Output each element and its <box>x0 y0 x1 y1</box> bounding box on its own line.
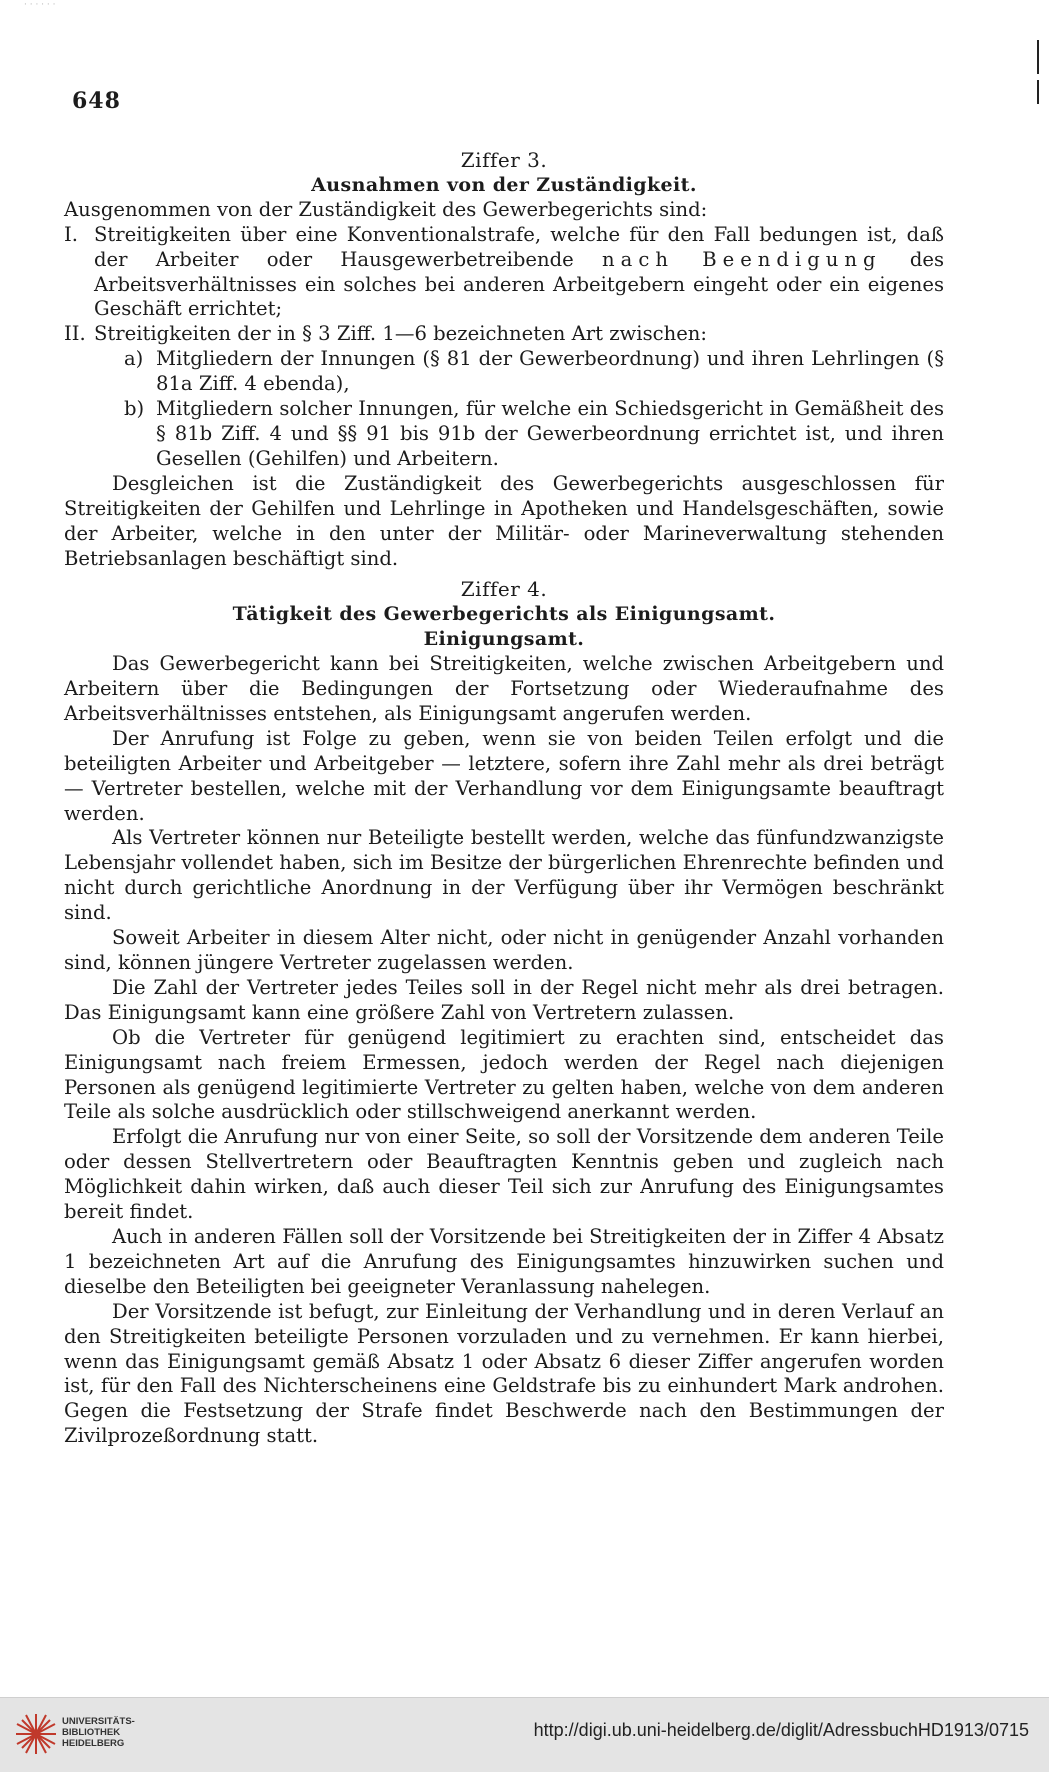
scan-edge-mark <box>1037 40 1039 74</box>
exception-subitem-b: b) Mitgliedern solcher Innungen, für welche ein Schiedsgericht in Gemäßheit des § 81b Ziff. 4 und §§ 91 bis 91b der Gewerbeordnung errichtet ist, und ihren Gesellen (Gehilfen) und Arbeitern. <box>124 397 944 470</box>
item-numeral: I. <box>64 222 78 246</box>
scan-edge-mark <box>1037 80 1039 104</box>
section-3-closing: Desgleichen ist die Zuständigkeit des Gewerbegerichts ausgeschlossen für Streitigkeiten der Gehilfen und Lehrlinge in Apotheken und Handelsgeschäften, sowie der Arbeiter, welche in den unter der Militär- oder Marineverwaltung stehenden Betriebsanlagen beschäftigt sind. <box>64 471 944 570</box>
page-number: 648 <box>72 88 121 114</box>
paragraph: Soweit Arbeiter in diesem Alter nicht, oder nicht in genügender Anzahl vorhanden sind, können jüngere Vertreter zugelassen werden. <box>64 926 944 974</box>
section-3-intro: Ausgenommen von der Zuständigkeit des Gewerbegerichts sind: <box>64 197 708 221</box>
library-name: UNIVERSITÄTS- BIBLIOTHEK HEIDELBERG <box>62 1716 135 1749</box>
exception-item-1: I. Streitigkeiten über eine Konventionalstrafe, welche für den Fall bedungen ist, daß der Arbeiter oder Hausgewerbetreibende nach Beendigung des Arbeitsverhältnisses ein solches bei anderen Arbeitgebern eingeht oder ein eigenes Geschäft errichtet; <box>64 222 945 321</box>
section-4-subheading: Einigungsamt. <box>423 628 585 651</box>
paragraph: Erfolgt die Anrufung nur von einer Seite, so soll der Vorsitzende dem anderen Teile oder dessen Stellvertretern oder Beauftragten Kenntnis geben und zugleich nach Möglichkeit dahin wirken, daß auch dieser Teil sich zur Anrufung des Einigungsamtes bereit findet. <box>64 1125 944 1224</box>
paragraph: Auch in anderen Fällen soll der Vorsitzende bei Streitigkeiten der in Ziffer 4 Absatz 1 bezeichneten Art auf die Anrufung des Einigungsamtes hinzuwirken suchen und dieselbe den Beteiligten bei geeigneter Veranlassung nahelegen. <box>64 1224 944 1298</box>
document-body <box>64 148 944 1449</box>
scan-edge-noise: · · · · · · <box>24 0 56 10</box>
section-3-number: Ziffer 3. <box>460 148 548 172</box>
paragraph: Als Vertreter können nur Beteiligte bestellt werden, welche das fünfundzwanzigste Lebensjahr vollendet haben, sich im Besitze der bürgerlichen Ehrenrechte befinden und nicht durch gerichtliche Anordnung in der Verfügung über ihr Vermögen beschränkt sind. <box>64 826 944 925</box>
university-library-logo-icon <box>14 1712 58 1756</box>
paragraph: Ob die Vertreter für genügend legitimiert zu erachten sind, entscheidet das Einigungsamt nach freiem Ermessen, jedoch werden der Regel nach diejenigen Personen als genügend legitimierte Vertreter zu gelten haben, welche von dem anderen Teile als solche ausdrücklich oder stillschweigend anerkannt werden. <box>64 1025 944 1124</box>
source-url-link[interactable]: http://digi.ub.uni-heidelberg.de/diglit/AdressbuchHD1913/0715 <box>533 1720 1029 1740</box>
section-4-number: Ziffer 4. <box>460 577 548 602</box>
paragraph: Der Anrufung ist Folge zu geben, wenn sie von beiden Teilen erfolgt und die beteiligten Arbeiter und Arbeitgeber — letztere, sofern ihre Zahl mehr als drei beträgt — Vertreter bestellen, welche mit der Verhandlung vor dem Einigungsamte beauftragt werden. <box>64 726 944 825</box>
footer-bar <box>0 1697 1049 1772</box>
paragraph: Der Vorsitzende ist befugt, zur Einleitung der Verhandlung und in deren Verlauf an den Streitigkeiten beteiligte Personen vorzuladen und zu vernehmen. Er kann hierbei, wenn das Einigungsamt gemäß Absatz 1 oder Absatz 6 dieser Ziffer angerufen worden ist, für den Fall des Nichterscheinens eine Geldstrafe bis zu einhundert Mark androhen. Gegen die Festsetzung der Strafe findet Beschwerde nach den Bestimmungen der Zivilprozeßordnung statt. <box>64 1299 944 1448</box>
section-3-heading: Ausnahmen von der Zuständigkeit. <box>311 173 697 196</box>
section-4-heading: Tätigkeit des Gewerbegerichts als Einigungsamt. <box>232 603 776 626</box>
paragraph: Die Zahl der Vertreter jedes Teiles soll in der Regel nicht mehr als drei betragen. Das Einigungsamt kann eine größere Zahl von Vertretern zulassen. <box>64 975 944 1024</box>
item-numeral: II. <box>64 322 86 346</box>
exception-item-2: II. Streitigkeiten der in § 3 Ziff. 1—6 bezeichneten Art zwischen: <box>64 322 708 346</box>
exception-subitem-a: a) Mitgliedern der Innungen (§ 81 der Gewerbeordnung) und ihren Lehrlingen (§ 81a Ziff. 4 ebenda), <box>124 347 944 396</box>
paragraph: Das Gewerbegericht kann bei Streitigkeiten, welche zwischen Arbeitgebern und Arbeitern über die Bedingungen der Fortsetzung oder Wiederaufnahme des Arbeitsverhältnisses entstehen, als Einigungsamt angerufen werden. <box>64 652 944 725</box>
